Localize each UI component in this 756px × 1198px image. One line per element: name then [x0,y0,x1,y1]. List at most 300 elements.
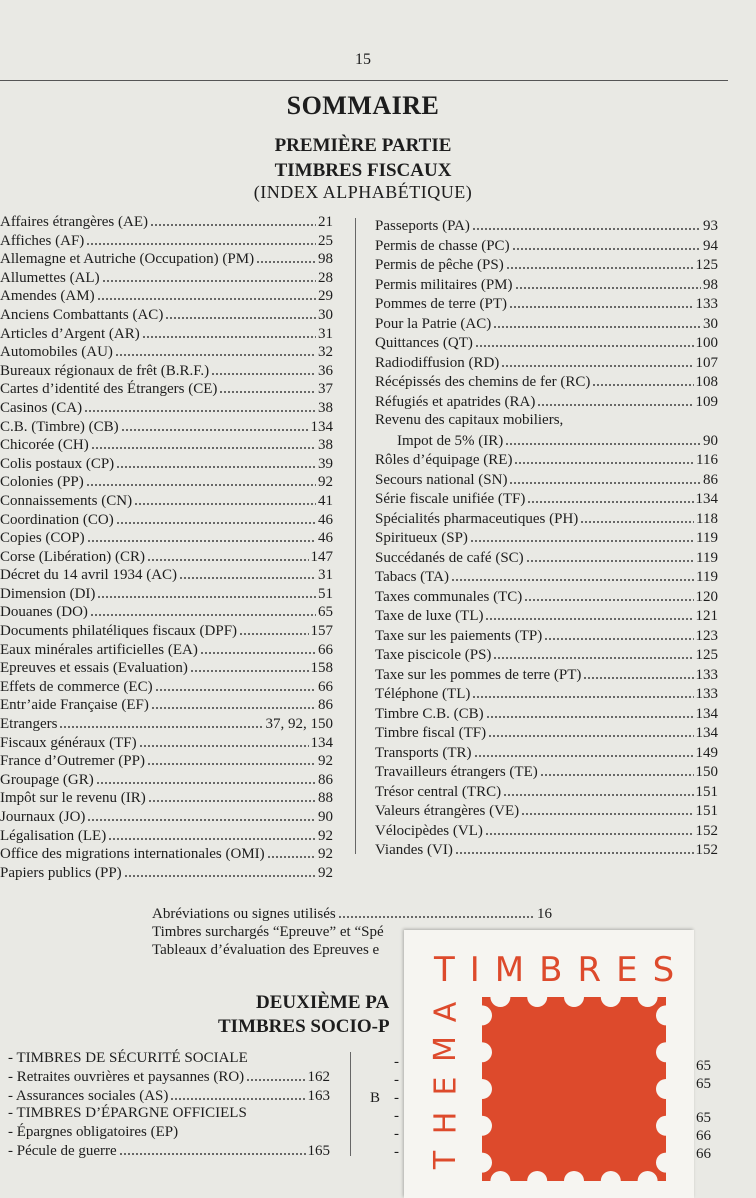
logo-letter: H [428,1111,463,1135]
index-entry [375,782,718,802]
dot-leader [211,361,316,375]
entry-name: Permis de chasse (PC) [375,237,510,254]
entry-page: 92 [318,864,333,881]
entry-page: 65 [318,604,333,621]
dot-leader [256,249,316,263]
entry-page: 98 [703,276,718,293]
part-label: PREMIÈRE PARTIE [274,135,452,156]
dot-leader [59,714,263,728]
dot-leader [165,305,316,319]
entry-name: Taxe de luxe (TL) [375,608,484,624]
entry-page: 158 [310,660,333,677]
index-entry [375,587,718,607]
index-entry [375,275,718,295]
index-entry [0,324,333,343]
entry-name: Taxe sur les pommes de terre (PT) [375,666,582,683]
entry-page: 92 [318,846,333,863]
entry-name: Papiers publics (PP) [0,864,122,881]
entry-page: 133 [695,296,718,312]
entry-page: 36 [318,362,333,379]
entry-page: 107 [695,354,718,371]
entry-page: 88 [318,790,333,807]
index-entry [0,547,333,566]
entry-name: Bureaux régionaux de frêt (B.R.F.) [0,362,210,379]
header-rule [0,80,728,81]
entry-page: 37, 92, 150 [265,716,333,733]
entry-page: 30 [318,306,333,323]
page-number: 15 [355,51,371,68]
entry-name: Permis de pêche (PS) [375,257,504,273]
entry-name: France d’Outremer (PP) [0,753,145,770]
entry-name: Etrangers [0,716,58,733]
entry-page: 162 [307,1069,330,1086]
entry-page: 109 [695,393,718,410]
index-entry [375,821,718,841]
entry-page: 94 [703,237,718,254]
index-entry [375,645,718,665]
dot-leader [190,658,309,672]
entry-page: 28 [318,269,333,286]
entry-name: Casinos (CA) [0,399,83,416]
entry-page: 92 [318,753,333,770]
index-left-column [0,212,333,881]
entry-name: Trésor central (TRC) [375,783,502,800]
entry-page: 163 [307,1087,330,1104]
index-entry [0,510,333,529]
index-entry [0,807,333,826]
dot-leader [544,626,693,640]
entry-name: Revenu des capitaux mobiliers, [375,412,564,428]
entry-name: Coordination (CO) [0,511,114,528]
entry-name: Spécialités pharmaceutiques (PH) [375,510,579,527]
entry-page: 46 [318,530,333,547]
dot-leader [501,353,693,367]
entry-name: Impôt sur le revenu (IR) [0,790,146,807]
entry-page: 30 [703,315,718,332]
index-entry [0,249,333,268]
entry-page: 120 [695,588,718,605]
entry-page: 134 [310,418,333,435]
index-entry [0,751,333,770]
dot-leader [472,684,693,698]
part2-right-page: 66 [696,1128,711,1144]
dot-leader [338,904,535,918]
dot-leader [527,489,693,503]
entry-name: Timbre C.B. (CB) [375,705,484,722]
entry-name: Colonies (PP) [0,474,84,491]
index-entry [375,470,718,490]
dot-leader [509,294,693,308]
dot-leader [472,216,701,230]
entry-name: Légalisation (LE) [0,827,107,844]
entry-name: Amendes (AM) [0,288,95,305]
entry-name: - Assurances sociales (AS) [8,1087,169,1104]
entry-page: 121 [695,608,718,624]
index-entry [375,509,718,529]
index-entry [8,1049,330,1067]
dot-leader [219,379,316,393]
entry-page: 16 [537,906,552,922]
entry-name: Groupage (GR) [0,771,94,788]
entry-page: 31 [318,567,333,584]
index-entry [375,743,718,763]
entry-name: Dimension (DI) [0,585,96,602]
entry-name: Abréviations ou signes utilisés [152,906,336,922]
index-entry [375,684,718,704]
index-entry [0,788,333,807]
index-entry [375,548,718,568]
dot-leader [506,255,694,269]
dot-leader [96,770,316,784]
entry-name: - TIMBRES D’ÉPARGNE OFFICIELS [8,1105,247,1122]
dot-leader [514,450,694,464]
logo-letter: E [428,1076,463,1096]
index-entry [375,840,718,860]
entry-page: 41 [318,492,333,509]
dot-leader [537,392,693,406]
entry-name: Spiritueux (SP) [375,530,468,546]
entry-name: Epreuves et essais (Evaluation) [0,660,188,677]
index-entry [152,904,552,922]
entry-name: Radiodiffusion (RD) [375,354,500,371]
entry-page: 92 [318,474,333,491]
index-label: (INDEX ALPHABÉTIQUE) [253,182,473,202]
entry-page: 29 [318,288,333,305]
entry-page: 31 [318,325,333,342]
dot-leader [90,602,316,616]
entry-page: 119 [696,530,718,546]
index-entry [0,584,333,603]
dot-leader [139,733,309,747]
entry-name: Anciens Combattants (AC) [0,306,164,323]
dot-leader [540,762,694,776]
entry-name: Valeurs étrangères (VE) [375,803,520,819]
index-entry [0,231,333,250]
entry-page: 152 [695,822,718,839]
entry-name: Permis militaires (PM) [375,276,513,293]
entry-page: 118 [696,510,718,527]
index-entry [375,665,718,685]
entry-name: Série fiscale unifiée (TF) [375,491,526,507]
entry-page: 152 [695,842,718,858]
dot-leader [486,704,694,718]
dot-leader [87,807,316,821]
entry-name: Office des migrations internationales (OMI) [0,846,265,863]
entry-name: Réfugiés et apatrides (RA) [375,393,536,410]
entry-name: Rôles d’équipage (RE) [375,452,513,468]
index-entry [375,236,718,256]
index-entry [0,212,333,231]
entry-page: 86 [703,471,718,488]
dot-leader [503,782,693,796]
page-title: SOMMAIRE [286,91,440,120]
entry-page: 98 [318,251,333,268]
index-entry [0,286,333,305]
dot-leader [524,587,693,601]
entry-page: 86 [318,771,333,788]
entry-page: 92 [318,827,333,844]
dot-leader [505,431,701,445]
entry-name: Tabacs (TA) [375,569,449,585]
entry-page: 133 [695,666,718,683]
index-entry [375,314,718,334]
index-entry [375,723,718,743]
entry-name: Allemagne et Autriche (Occupation) (PM) [0,251,255,268]
part2-right-page: 65 [696,1110,711,1126]
dot-leader [148,788,316,802]
entry-name: Travailleurs étrangers (TE) [375,764,538,780]
entry-name: Tableaux d’évaluation des Epreuves e [152,942,380,958]
entry-name: Décret du 14 avril 1934 (AC) [0,567,178,584]
entry-page: 119 [696,549,718,566]
index-entry [375,528,718,548]
part2-right-dash: - [394,1054,399,1070]
index-entry [375,606,718,626]
index-right-column [375,216,718,860]
dot-leader [155,677,316,691]
entry-page: 157 [310,623,333,640]
index-entry [8,1141,330,1159]
entry-page: 32 [318,344,333,361]
dot-leader [515,275,702,289]
entry-name: Effets de commerce (EC) [0,678,153,695]
dot-leader [116,510,316,524]
index-entry [0,658,333,677]
entry-page: 93 [703,218,718,234]
entry-page: 86 [318,697,333,714]
entry-name: Viandes (VI) [375,842,453,858]
index-entry [0,305,333,324]
dot-leader [512,236,701,250]
index-entry [0,602,333,621]
part2-right-page: 65 [696,1058,711,1074]
dot-leader [509,470,701,484]
dot-leader [488,723,693,737]
index-entry [8,1086,330,1104]
entry-name: - Épargnes obligatoires (EP) [8,1123,179,1140]
dot-leader [455,840,694,854]
entry-name: Articles d’Argent (AR) [0,325,140,342]
entry-name: Taxes communales (TC) [375,588,523,605]
index-entry [375,216,718,236]
entry-page: 66 [318,678,333,695]
index-entry [0,398,333,417]
dot-leader [170,1086,305,1100]
entry-page: 125 [695,257,718,273]
logo-word-thema [424,996,468,1176]
part2-divider [350,1052,351,1156]
entry-page: 37 [318,381,333,398]
part2-title: TIMBRES SOCIO-P [218,1016,390,1037]
entry-page: 108 [695,374,718,390]
part2-right-letter: B [370,1090,381,1106]
dot-leader [124,863,316,877]
entry-name: Documents philatéliques fiscaux (DPF) [0,623,238,640]
index-entry [0,714,333,733]
thema-timbres-logo-card [404,930,694,1198]
dot-leader [91,435,316,449]
index-entry [375,450,718,470]
index-entry [375,392,718,412]
entry-page: 119 [696,569,718,585]
dot-leader [142,324,316,338]
entry-name: - Pécule de guerre [8,1142,117,1159]
entry-name: Taxe piscicole (PS) [375,647,492,663]
index-entry [0,677,333,696]
dot-leader [475,333,694,347]
part2-right-page: 66 [696,1146,711,1162]
dot-leader [116,454,316,468]
index-entry [0,361,333,380]
entry-name: Eaux minérales artificielles (EA) [0,641,198,658]
entry-name: Fiscaux généraux (TF) [0,734,137,751]
dot-leader [121,417,309,431]
entry-page: 134 [695,491,718,507]
index-entry [0,342,333,361]
entry-page: 133 [695,686,718,702]
index-entry [0,640,333,659]
dot-leader [86,231,316,245]
index-entry [8,1067,330,1085]
entry-name: Taxe sur les paiements (TP) [375,627,543,644]
entry-name: Affiches (AF) [0,232,85,249]
entry-name: Cartes d’identité des Étrangers (CE) [0,381,218,398]
dot-leader [493,645,693,659]
part2-right-dash: - [394,1090,399,1106]
logo-letter: M [427,1036,463,1062]
index-entry [375,255,718,275]
index-entry [0,826,333,845]
dot-leader [102,268,316,282]
index-entry [375,353,718,373]
entry-name: Allumettes (AL) [0,269,100,286]
entry-name: Succédanés de café (SC) [375,549,524,566]
index-entry [0,268,333,287]
dot-leader [485,821,694,835]
index-entry [375,489,718,509]
index-entry [0,844,333,863]
entry-page: 25 [318,232,333,249]
entry-page: 38 [318,437,333,454]
dot-leader [150,212,316,226]
entry-name: Pommes de terre (PT) [375,296,508,312]
index-entry [0,733,333,752]
entry-name: Chicorée (CH) [0,437,89,454]
index-entry [375,333,718,353]
entry-page: 134 [310,734,333,751]
index-entry [0,435,333,454]
dot-leader [592,372,693,386]
index-entry [375,704,718,724]
entry-name: Journaux (JO) [0,809,86,825]
entry-page: 90 [703,432,718,449]
dot-leader [108,826,316,840]
dot-leader [451,567,694,581]
entry-name: Douanes (DO) [0,604,88,621]
part2-right-dash: - [394,1126,399,1142]
entry-page: 38 [318,399,333,416]
entry-name: Colis postaux (CP) [0,455,115,472]
part2-right-page: 65 [696,1076,711,1092]
dot-leader [583,665,693,679]
dot-leader [179,565,316,579]
entry-page: 125 [695,647,718,663]
dot-leader [526,548,694,562]
part2-right-dash: - [394,1108,399,1124]
part2-right-dash: - [394,1072,399,1088]
entry-page: 134 [695,705,718,722]
entry-page: 66 [318,641,333,658]
entry-name: Transports (TR) [375,744,472,761]
dot-leader [97,584,316,598]
dot-leader [87,528,316,542]
entry-page: 165 [307,1142,330,1159]
logo-letter: T [427,1150,463,1170]
entry-page: 151 [695,803,718,819]
dot-leader [84,398,316,412]
entry-name: Entr’aide Française (EF) [0,697,149,714]
part2-label: DEUXIÈME PA [256,992,390,1013]
logo-word-timbres: TIMBRES [434,950,690,990]
entry-name: Timbres surchargés “Epreuve” et “Spé [152,924,384,940]
entry-name: Téléphone (TL) [375,686,471,702]
index-entry [375,567,718,587]
entry-name: Timbre fiscal (TF) [375,725,487,741]
dot-leader [134,491,316,505]
entry-page: 149 [695,744,718,761]
index-entry [0,565,333,584]
entry-page: 150 [695,764,718,780]
index-entry [375,372,718,392]
entry-name: Automobiles (AU) [0,344,113,361]
index-entry [0,454,333,473]
entry-page: 39 [318,455,333,472]
entry-name: Pour la Patrie (AC) [375,315,492,332]
dot-leader [86,472,316,486]
part2-left-column [8,1049,330,1159]
entry-name: Corse (Libération) (CR) [0,548,145,565]
entry-name: Affaires étrangères (AE) [0,214,148,230]
entry-page: 51 [318,585,333,602]
index-entry [375,762,718,782]
dot-leader [493,314,701,328]
entry-page: 147 [310,548,333,565]
stamp-perforation-icon [482,997,666,1181]
entry-page: 123 [695,627,718,644]
column-divider [355,218,356,854]
entry-page: 151 [695,783,718,800]
entry-name: Quittances (QT) [375,335,473,351]
entry-name: Connaissements (CN) [0,492,133,509]
index-entry [0,621,333,640]
dot-leader [147,751,316,765]
entry-name: C.B. (Timbre) (CB) [0,418,119,435]
dot-leader [115,342,316,356]
entry-page: 116 [696,452,718,468]
index-entry [8,1104,330,1122]
entry-page: 134 [695,725,718,741]
dot-leader [147,547,309,561]
part2-right-dash: - [394,1144,399,1160]
dot-leader [200,640,316,654]
entry-name: - Retraites ouvrières et paysannes (RO) [8,1069,245,1086]
dot-leader [580,509,694,523]
dot-leader [97,286,316,300]
index-entry [375,801,718,821]
dot-leader [151,695,316,709]
index-entry [375,294,718,314]
dot-leader [239,621,308,635]
